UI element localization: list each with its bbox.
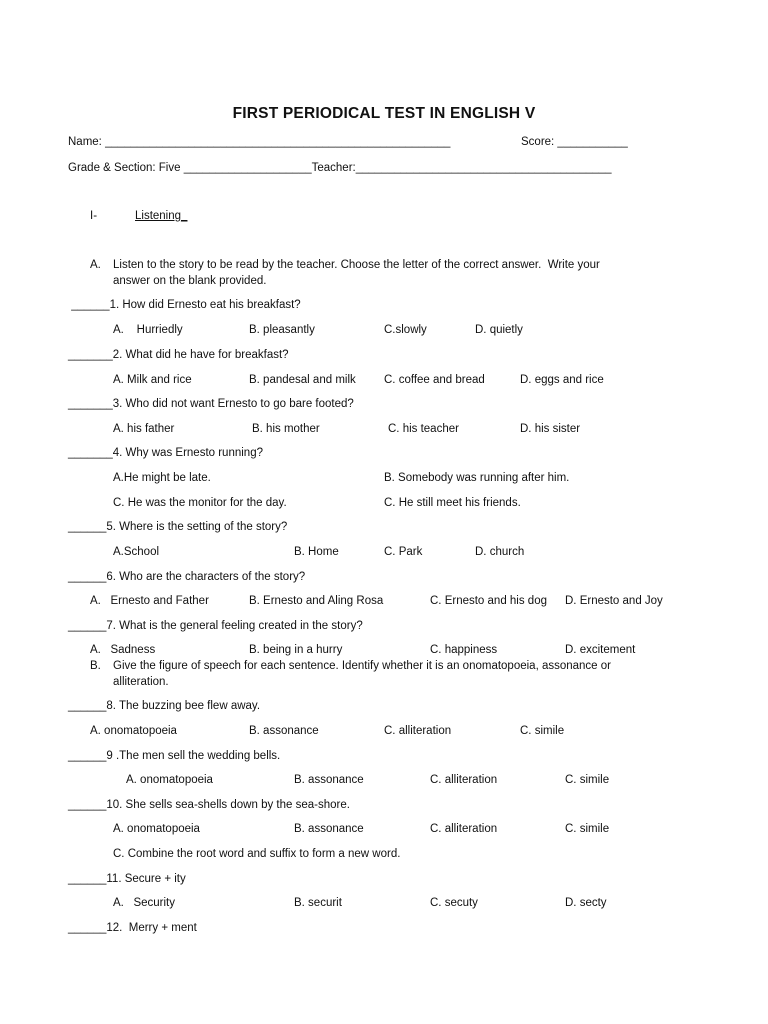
question-stem: ______7. What is the general feeling created in the story? — [68, 620, 363, 632]
choice: B. Somebody was running after him. — [384, 472, 570, 484]
question-stem: ______1. How did Ernesto eat his breakfast? — [68, 299, 301, 311]
choice: C. simile — [565, 823, 610, 835]
question-stem: ______5. Where is the setting of the story? — [68, 521, 288, 533]
section-roman-numeral: I- — [90, 210, 98, 222]
choice: D. excitement — [565, 644, 636, 656]
choice: B. Home — [294, 546, 339, 558]
choice: A. onomatopoeia — [126, 774, 213, 786]
name-line: Name: ______________________________________________________ — [68, 136, 451, 148]
choice: C. simile — [520, 725, 565, 737]
choice: D. quietly — [475, 324, 523, 336]
choice: C. alliteration — [430, 823, 498, 835]
part-a-instructions-line1: Listen to the story to be read by the teacher. Choose the letter of the correct answer. Write your — [113, 259, 600, 271]
choice: B. securit — [294, 897, 342, 909]
choice: C. secuty — [430, 897, 478, 909]
choice: A. Ernesto and Father — [90, 595, 209, 607]
choice: A. Sadness — [90, 644, 156, 656]
choice: D. church — [475, 546, 525, 558]
choice: C. alliteration — [430, 774, 498, 786]
choice: C.slowly — [384, 324, 427, 336]
choice: B. pandesal and milk — [249, 374, 356, 386]
choice: D. eggs and rice — [520, 374, 604, 386]
question-stem: ______6. Who are the characters of the story? — [68, 571, 306, 583]
score-line: Score: ___________ — [521, 136, 628, 148]
question-stem: ______8. The buzzing bee flew away. — [68, 700, 261, 712]
choice: A. Hurriedly — [113, 324, 183, 336]
choice: A. Security — [113, 897, 175, 909]
choice: B. assonance — [249, 725, 319, 737]
choice: B. Ernesto and Aling Rosa — [249, 595, 384, 607]
choice: A. onomatopoeia — [90, 725, 177, 737]
choice: D. Ernesto and Joy — [565, 595, 663, 607]
choice: D. his sister — [520, 423, 581, 435]
choice: B. assonance — [294, 823, 364, 835]
choice: A. his father — [113, 423, 175, 435]
choice: C. Park — [384, 546, 423, 558]
choice: A.School — [113, 546, 160, 558]
choice: B. his mother — [252, 423, 320, 435]
part-c-instructions: C. Combine the root word and suffix to form a new word. — [113, 848, 401, 860]
question-stem: ______9 .The men sell the wedding bells. — [68, 750, 281, 762]
part-b-instructions-line1: Give the figure of speech for each sentence. Identify whether it is an onomatopoeia, assonance or — [113, 660, 611, 672]
page-title: FIRST PERIODICAL TEST IN ENGLISH V — [232, 105, 536, 122]
choice: B. pleasantly — [249, 324, 315, 336]
question-stem: _______3. Who did not want Ernesto to go bare footed? — [68, 398, 354, 410]
question-stem: _______4. Why was Ernesto running? — [68, 447, 263, 459]
choice: A.He might be late. — [113, 472, 211, 484]
choice: D. secty — [565, 897, 607, 909]
part-b-label: B. — [90, 660, 101, 672]
choice: C. He was the monitor for the day. — [113, 497, 287, 509]
choice: C. happiness — [430, 644, 498, 656]
choice: C. coffee and bread — [384, 374, 485, 386]
choice: C. Ernesto and his dog — [430, 595, 547, 607]
question-stem: ______12. Merry + ment — [68, 922, 197, 934]
choice: C. his teacher — [388, 423, 459, 435]
section-title-listening: Listening_ — [135, 210, 188, 222]
choice: B. assonance — [294, 774, 364, 786]
choice: A. Milk and rice — [113, 374, 192, 386]
grade-section-line: Grade & Section: Five ____________________Teacher:________________________________________ — [68, 162, 612, 174]
part-a-instructions-line2: answer on the blank provided. — [113, 275, 267, 287]
choice: C. He still meet his friends. — [384, 497, 521, 509]
choice: C. alliteration — [384, 725, 452, 737]
question-stem: ______10. She sells sea-shells down by the sea-shore. — [68, 799, 350, 811]
question-stem: _______2. What did he have for breakfast? — [68, 349, 289, 361]
choice: B. being in a hurry — [249, 644, 343, 656]
choice: C. simile — [565, 774, 610, 786]
question-stem: ______11. Secure + ity — [68, 873, 186, 885]
part-a-label: A. — [90, 259, 101, 271]
choice: A. onomatopoeia — [113, 823, 200, 835]
part-b-instructions-line2: alliteration. — [113, 676, 169, 688]
